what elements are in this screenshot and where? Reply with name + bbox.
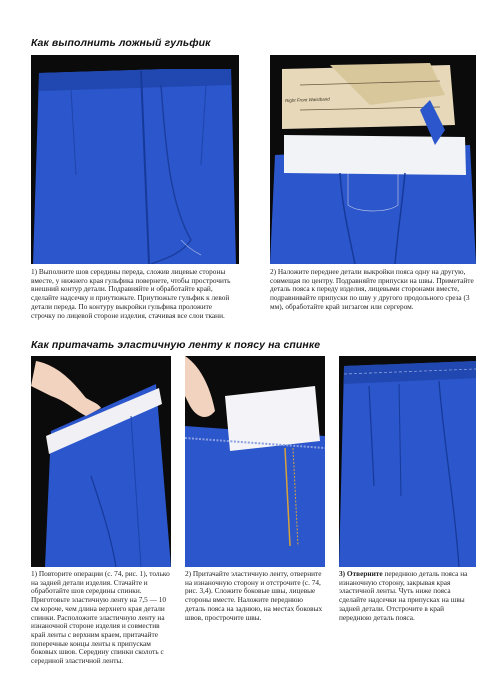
photo-waistband-finished (339, 356, 476, 567)
caption-fly-step-1: 1) Выполните шов середины переда, сложив лицевые стороны вместе, у нижнего края гульфика повернете, чтобы прострочить внешний контур детали. Подравняйте и обработайте край, сделайте надсечку и приутюжьте. Приутюжьте гульфик к левой детали переда. По контуру выкройки гульфика проложите строчку по лицевой стороне изделия, стачивая все слои ткани. (31, 267, 231, 320)
caption-elastic-step-1: 1) Повторите операции (с. 74, рис. 1), только на задней детали изделия. Стачайте и обработайте шов середины спинки. Приготовьте эластичную ленту на 7,5 — 10 см короче, чем длина верхнего края детали спинки. Расположите эластичную ленту на изнаночной стороне изделия и совместив край ленты с верхним краем, притачайте поперечные концы ленты к припускам боковых швов. Середину спинки сколоть с серединой эластичной ленты. (31, 569, 170, 666)
section-title-elastic: Как притачать эластичную ленту к поясу на спинке (31, 339, 321, 351)
caption-elastic-step-2: 2) Притачайте эластичную ленту, отверните на изнаночную сторону и отстрочите (с. 74, рис. 3,4). Сложите боковые швы, лицевые стороны вместе. Наложите переднюю деталь пояса на заднюю, на местах боковых швов, прострочите швы. (185, 569, 323, 622)
photo-waistband-pattern (270, 55, 476, 264)
pattern-label: Right Front Waistband (284, 96, 330, 104)
photo-elastic-stitched (185, 356, 325, 567)
caption-step-3-bold: 3) Отверните (339, 569, 383, 578)
caption-fly-step-2: 2) Наложите переднее детали выкройки пояса одну на другую, совмещая по центру. Подравняйте припуски на швы. Приметайте деталь пояса к переду изделия, лицевыми сторонами вместе, подравнивайте припуски по шву у другого продольного среза (3 мм), обработайте край зигзагом или сергером. (270, 267, 474, 311)
caption-step-3-text: переднюю деталь пояса на изнаночную сторону, закрывая края эластичной ленты. Чуть ниже пояса сделайте надсечки на припусках на швы задней детали. Отстрочите в край переднюю деталь пояса. (339, 569, 468, 622)
photo-fly-front (31, 55, 239, 264)
caption-elastic-step-3 (339, 570, 476, 622)
photo-elastic-placement (31, 356, 171, 567)
section-title-fly: Как выполнить ложный гульфик (31, 37, 211, 49)
